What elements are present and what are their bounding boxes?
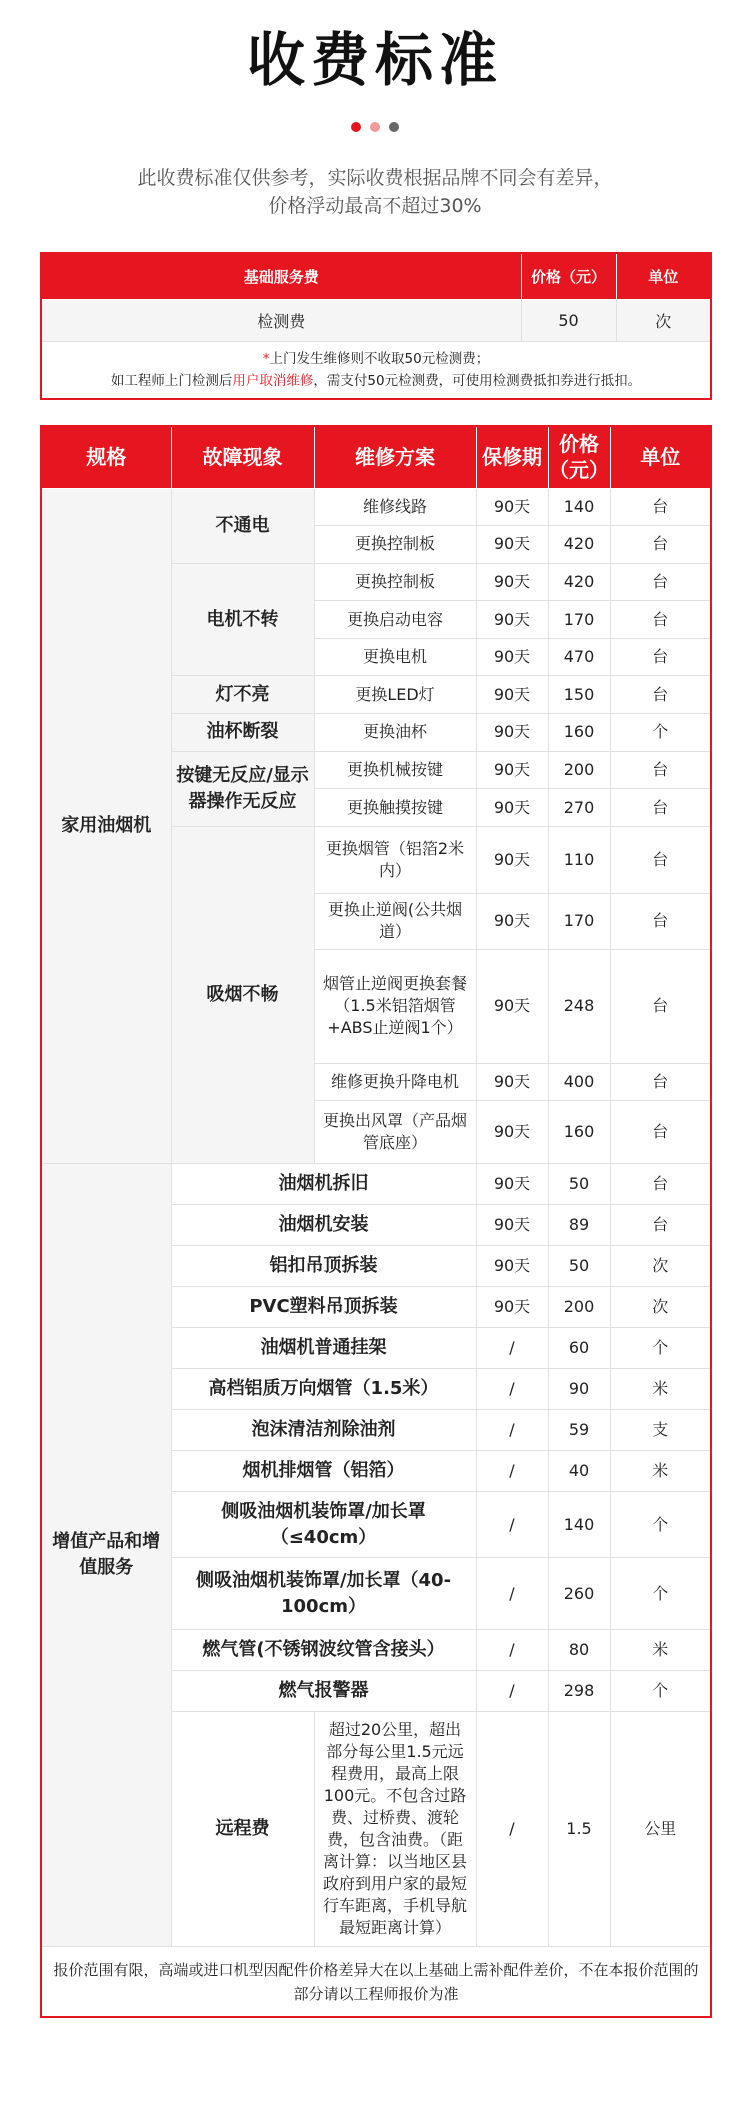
price-cell: 270 xyxy=(548,789,610,827)
price-cell: 298 xyxy=(548,1671,610,1712)
col-price: 价格（元） xyxy=(548,426,610,488)
table-footer-note: 报价范围有限，高端或进口机型因配件价格差异大在以上基础上需补配件差价，不在本报价范围的部分请以工程师报价为准 xyxy=(41,1947,711,2017)
price-cell: 200 xyxy=(548,1287,610,1328)
distance-fee-label: 远程费 xyxy=(171,1712,314,1947)
warranty-cell: 90天 xyxy=(476,488,548,526)
value-item: 侧吸油烟机装饰罩/加长罩（≤40cm） xyxy=(171,1492,476,1558)
solution-cell: 更换止逆阀(公共烟道） xyxy=(314,893,476,949)
price-cell: 59 xyxy=(548,1410,610,1451)
basic-fee-header: 基础服务费 xyxy=(41,253,521,299)
solution-cell: 更换出风罩（产品烟管底座） xyxy=(314,1101,476,1164)
col-warranty: 保修期 xyxy=(476,426,548,488)
basic-fee-note-row xyxy=(41,341,711,399)
fault-motor: 电机不转 xyxy=(171,563,314,676)
warranty-cell: 90天 xyxy=(476,789,548,827)
warranty-cell: 90天 xyxy=(476,601,548,639)
unit-cell: 个 xyxy=(610,714,711,752)
price-cell: 40 xyxy=(548,1451,610,1492)
price-cell: 140 xyxy=(548,1492,610,1558)
solution-cell: 更换烟管（铝箔2米内） xyxy=(314,826,476,893)
solution-cell: 更换控制板 xyxy=(314,526,476,564)
warranty-cell: 90天 xyxy=(476,676,548,714)
value-item: 油烟机拆旧 xyxy=(171,1164,476,1205)
dot-gray xyxy=(389,122,399,132)
value-item: 燃气管(不锈钢波纹管含接头） xyxy=(171,1630,476,1671)
unit-cell: 台 xyxy=(610,638,711,676)
inspection-fee-note xyxy=(41,341,711,399)
page-title: 收费标准 xyxy=(246,26,503,94)
solution-cell: 更换油杯 xyxy=(314,714,476,752)
price-cell: 160 xyxy=(548,1101,610,1164)
warranty-cell: / xyxy=(476,1451,548,1492)
unit-cell: 台 xyxy=(610,1164,711,1205)
warranty-cell: 90天 xyxy=(476,1164,548,1205)
solution-cell: 更换触摸按键 xyxy=(314,789,476,827)
price-cell: 50 xyxy=(548,1164,610,1205)
unit-cell: 支 xyxy=(610,1410,711,1451)
price-cell: 80 xyxy=(548,1630,610,1671)
price-cell: 89 xyxy=(548,1205,610,1246)
price-cell: 170 xyxy=(548,893,610,949)
warranty-cell: 90天 xyxy=(476,893,548,949)
warranty-cell: / xyxy=(476,1630,548,1671)
inspection-fee-label: 检测费 xyxy=(41,299,521,341)
distance-fee-desc: 超过20公里，超出部分每公里1.5元远程费用，最高上限100元。不包含过路费、过桥费、渡轮费，包含油费。（距离计算：以当地区县政府到用户家的最短行车距离，手机导航最短距离计算） xyxy=(314,1712,476,1947)
unit-cell: 米 xyxy=(610,1630,711,1671)
unit-cell: 台 xyxy=(610,826,711,893)
unit-cell: 米 xyxy=(610,1369,711,1410)
unit-cell: 台 xyxy=(610,601,711,639)
dot-red xyxy=(351,122,361,132)
fault-no-power: 不通电 xyxy=(171,488,314,563)
value-item: 燃气报警器 xyxy=(171,1671,476,1712)
basic-fee-table xyxy=(40,252,712,400)
price-cell: 248 xyxy=(548,949,610,1063)
unit-cell: 个 xyxy=(610,1328,711,1369)
price-cell: 50 xyxy=(548,1246,610,1287)
table-row xyxy=(41,488,711,526)
solution-cell: 维修更换升降电机 xyxy=(314,1063,476,1101)
category-range-hood: 家用油烟机 xyxy=(41,488,171,1164)
dot-pink xyxy=(370,122,380,132)
warranty-cell: 90天 xyxy=(476,751,548,789)
unit-cell: 台 xyxy=(610,563,711,601)
table-footer-row xyxy=(41,1947,711,2017)
warranty-cell: / xyxy=(476,1671,548,1712)
value-item: 侧吸油烟机装饰罩/加长罩（40-100cm） xyxy=(171,1558,476,1630)
price-cell: 90 xyxy=(548,1369,610,1410)
price-cell: 150 xyxy=(548,676,610,714)
value-item: 油烟机普通挂架 xyxy=(171,1328,476,1369)
unit-cell: 台 xyxy=(610,1205,711,1246)
solution-cell: 维修线路 xyxy=(314,488,476,526)
fault-smoke: 吸烟不畅 xyxy=(171,826,314,1164)
price-cell: 110 xyxy=(548,826,610,893)
price-cell: 1.5 xyxy=(548,1712,610,1947)
basic-fee-row xyxy=(41,299,711,341)
warranty-cell: 90天 xyxy=(476,1101,548,1164)
fault-light: 灯不亮 xyxy=(171,676,314,714)
warranty-cell: 90天 xyxy=(476,526,548,564)
price-cell: 400 xyxy=(548,1063,610,1101)
warranty-cell: / xyxy=(476,1492,548,1558)
unit-cell: 台 xyxy=(610,751,711,789)
price-cell: 160 xyxy=(548,714,610,752)
basic-fee-price-header: 价格（元） xyxy=(521,253,616,299)
unit-cell: 台 xyxy=(610,1101,711,1164)
unit-cell: 台 xyxy=(610,789,711,827)
warranty-cell: / xyxy=(476,1558,548,1630)
price-cell: 420 xyxy=(548,526,610,564)
note-user-cancel: 用户取消维修 xyxy=(232,372,314,389)
unit-cell: 个 xyxy=(610,1671,711,1712)
unit-cell: 个 xyxy=(610,1558,711,1630)
main-price-table xyxy=(40,425,712,2018)
note-line-1 xyxy=(48,348,704,370)
warranty-cell: 90天 xyxy=(476,563,548,601)
unit-cell: 次 xyxy=(610,1246,711,1287)
price-cell: 470 xyxy=(548,638,610,676)
col-spec: 规格 xyxy=(41,426,171,488)
warranty-cell: 90天 xyxy=(476,638,548,676)
page-subtitle xyxy=(0,164,750,220)
warranty-cell: 90天 xyxy=(476,1063,548,1101)
unit-cell: 台 xyxy=(610,1063,711,1101)
fault-oil-cup: 油杯断裂 xyxy=(171,714,314,752)
note-line-2-b: ，需支付50元检测费，可使用检测费抵扣券进行抵扣。 xyxy=(313,372,642,389)
note-line-2 xyxy=(48,370,704,392)
price-cell: 140 xyxy=(548,488,610,526)
warranty-cell: 90天 xyxy=(476,1205,548,1246)
value-item: PVC塑料吊顶拆装 xyxy=(171,1287,476,1328)
unit-cell: 米 xyxy=(610,1451,711,1492)
price-cell: 60 xyxy=(548,1328,610,1369)
unit-cell: 个 xyxy=(610,1492,711,1558)
price-cell: 420 xyxy=(548,563,610,601)
solution-cell: 更换机械按键 xyxy=(314,751,476,789)
warranty-cell: 90天 xyxy=(476,949,548,1063)
solution-cell: 烟管止逆阀更换套餐（1.5米铝箔烟管+ABS止逆阀1个） xyxy=(314,949,476,1063)
unit-cell: 台 xyxy=(610,526,711,564)
price-cell: 260 xyxy=(548,1558,610,1630)
warranty-cell: 90天 xyxy=(476,826,548,893)
note-line-2-a: 如工程师上门检测后 xyxy=(110,372,233,389)
value-item: 泡沫清洁剂除油剂 xyxy=(171,1410,476,1451)
solution-cell: 更换电机 xyxy=(314,638,476,676)
value-item: 油烟机安装 xyxy=(171,1205,476,1246)
fault-button: 按键无反应/显示器操作无反应 xyxy=(171,751,314,826)
category-value-added: 增值产品和增值服务 xyxy=(41,1164,171,1947)
basic-fee-header-row xyxy=(41,253,711,299)
note-line-1-text: 上门发生维修则不收取50元检测费； xyxy=(269,350,490,367)
value-item: 高档铝质万向烟管（1.5米） xyxy=(171,1369,476,1410)
table-row xyxy=(41,1164,711,1205)
solution-cell: 更换LED灯 xyxy=(314,676,476,714)
unit-cell: 公里 xyxy=(610,1712,711,1947)
inspection-fee-price: 50 xyxy=(521,299,616,341)
subtitle-line-2: 价格浮动最高不超过30% xyxy=(268,195,482,217)
warranty-cell: / xyxy=(476,1410,548,1451)
subtitle-line-1: 此收费标准仅供参考，实际收费根据品牌不同会有差异， xyxy=(137,167,613,189)
note-star: * xyxy=(262,350,270,367)
warranty-cell: 90天 xyxy=(476,1246,548,1287)
solution-cell: 更换控制板 xyxy=(314,563,476,601)
col-solution: 维修方案 xyxy=(314,426,476,488)
price-cell: 200 xyxy=(548,751,610,789)
col-unit: 单位 xyxy=(610,426,711,488)
warranty-cell: / xyxy=(476,1369,548,1410)
main-header-row xyxy=(41,426,711,488)
solution-cell: 更换启动电容 xyxy=(314,601,476,639)
inspection-fee-unit: 次 xyxy=(616,299,711,341)
unit-cell: 台 xyxy=(610,893,711,949)
warranty-cell: / xyxy=(476,1328,548,1369)
page-header xyxy=(0,0,750,238)
warranty-cell: 90天 xyxy=(476,714,548,752)
price-cell: 170 xyxy=(548,601,610,639)
value-item: 铝扣吊顶拆装 xyxy=(171,1246,476,1287)
col-fault: 故障现象 xyxy=(171,426,314,488)
basic-fee-unit-header: 单位 xyxy=(616,253,711,299)
warranty-cell: / xyxy=(476,1712,548,1947)
unit-cell: 台 xyxy=(610,676,711,714)
unit-cell: 次 xyxy=(610,1287,711,1328)
value-item: 烟机排烟管（铝箔） xyxy=(171,1451,476,1492)
unit-cell: 台 xyxy=(610,488,711,526)
unit-cell: 台 xyxy=(610,949,711,1063)
warranty-cell: 90天 xyxy=(476,1287,548,1328)
decorative-dots xyxy=(0,122,750,142)
